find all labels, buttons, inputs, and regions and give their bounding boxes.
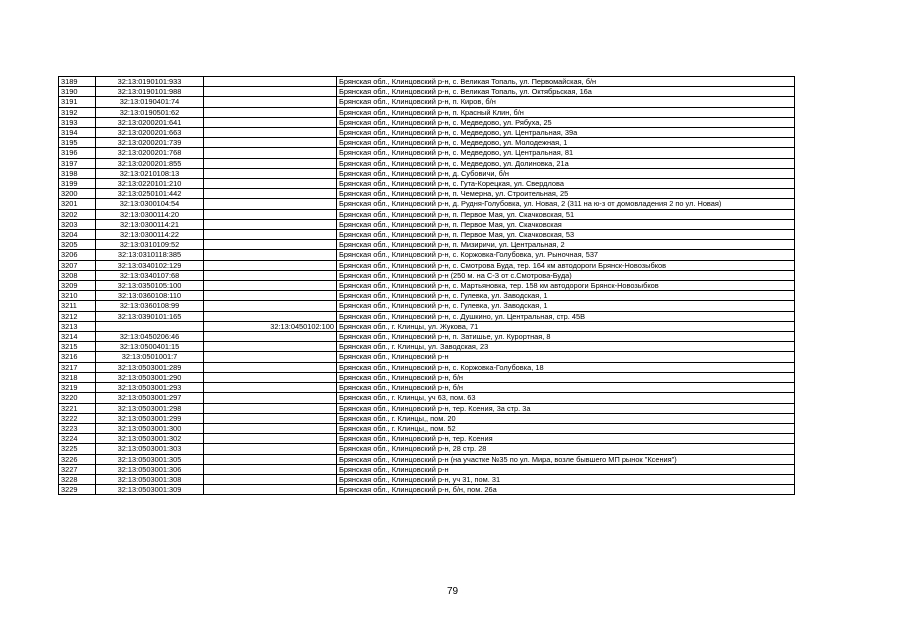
- address-cell: Брянская обл., Клинцовский р-н, 28 стр. 28: [337, 444, 795, 454]
- address-cell: Брянская обл., Клинцовский р-н, с. Медведово, ул. Центральная, 39а: [337, 128, 795, 138]
- address-cell: Брянская обл., Клинцовский р-н, с. Коржовка-Голубовка, 18: [337, 362, 795, 372]
- cadastral-number-cell: 32:13:0220101:210: [96, 179, 204, 189]
- row-number-cell: 3222: [59, 413, 96, 423]
- address-cell: Брянская обл., Клинцовский р-н, с. Великая Топаль, ул. Первомайская, б/н: [337, 77, 795, 87]
- row-number-cell: 3192: [59, 107, 96, 117]
- table-row: [59, 148, 795, 158]
- address-cell: Брянская обл., Клинцовский р-н: [337, 464, 795, 474]
- table-row: [59, 270, 795, 280]
- table-row: [59, 97, 795, 107]
- address-cell: Брянская обл., Клинцовский р-н, п. Первое Мая, ул. Скачковская, 53: [337, 230, 795, 240]
- row-number-cell: 3229: [59, 485, 96, 495]
- previous-cadastral-number-cell: [204, 403, 337, 413]
- cadastral-number-cell: 32:13:0340102:129: [96, 260, 204, 270]
- previous-cadastral-number-cell: [204, 189, 337, 199]
- address-cell: Брянская обл., Клинцовский р-н, с. Медведово, ул. Рябуха, 25: [337, 117, 795, 127]
- table-row: [59, 209, 795, 219]
- cadastral-number-cell: 32:13:0310118:385: [96, 250, 204, 260]
- row-number-cell: 3212: [59, 311, 96, 321]
- address-cell: Брянская обл., Клинцовский р-н, с. Смотрова Буда, тер. 164 км автодороги Брянск-Новозыбков: [337, 260, 795, 270]
- cadastral-number-cell: 32:13:0200201:855: [96, 158, 204, 168]
- table-row: [59, 403, 795, 413]
- row-number-cell: 3225: [59, 444, 96, 454]
- row-number-cell: 3211: [59, 301, 96, 311]
- previous-cadastral-number-cell: [204, 474, 337, 484]
- table-row: [59, 168, 795, 178]
- cadastral-number-cell: 32:13:0200201:739: [96, 138, 204, 148]
- cadastral-number-cell: 32:13:0310109:52: [96, 240, 204, 250]
- address-cell: Брянская обл., Клинцовский р-н, д. Субовичи, б/н: [337, 168, 795, 178]
- table-row: [59, 250, 795, 260]
- previous-cadastral-number-cell: [204, 281, 337, 291]
- row-number-cell: 3202: [59, 209, 96, 219]
- previous-cadastral-number-cell: [204, 393, 337, 403]
- table-row: [59, 199, 795, 209]
- address-cell: Брянская обл., Клинцовский р-н, с. Гулевка, ул. Заводская, 1: [337, 291, 795, 301]
- row-number-cell: 3213: [59, 321, 96, 331]
- row-number-cell: 3200: [59, 189, 96, 199]
- table-row: [59, 291, 795, 301]
- address-cell: Брянская обл., Клинцовский р-н, б/н: [337, 372, 795, 382]
- row-number-cell: 3203: [59, 219, 96, 229]
- cadastral-number-cell: 32:13:0210108:13: [96, 168, 204, 178]
- row-number-cell: 3215: [59, 342, 96, 352]
- row-number-cell: 3216: [59, 352, 96, 362]
- previous-cadastral-number-cell: [204, 372, 337, 382]
- row-number-cell: 3206: [59, 250, 96, 260]
- row-number-cell: 3227: [59, 464, 96, 474]
- address-cell: Брянская обл., Клинцовский р-н, п. Первое Мая, ул. Скачковская: [337, 219, 795, 229]
- address-cell: Брянская обл., Клинцовский р-н, тер. Ксения, 3а стр. 3а: [337, 403, 795, 413]
- table-row: [59, 321, 795, 331]
- table-row: [59, 240, 795, 250]
- address-cell: Брянская обл., г. Клинцы, уч 63, пом. 63: [337, 393, 795, 403]
- address-cell: Брянская обл., Клинцовский р-н, д. Рудня-Голубовка, ул. Новая, 2 (311 на ю-з от домовладения 2 по ул. Новая): [337, 199, 795, 209]
- address-cell: Брянская обл., г. Клинцы,, пом. 52: [337, 423, 795, 433]
- cadastral-number-cell: 32:13:0300104:54: [96, 199, 204, 209]
- cadastral-number-cell: 32:13:0503001:290: [96, 372, 204, 382]
- cadastral-number-cell: 32:13:0503001:293: [96, 383, 204, 393]
- address-cell: Брянская обл., г. Клинцы, ул. Заводская, 23: [337, 342, 795, 352]
- row-number-cell: 3193: [59, 117, 96, 127]
- row-number-cell: 3221: [59, 403, 96, 413]
- previous-cadastral-number-cell: [204, 97, 337, 107]
- cadastral-number-cell: 32:13:0350105:100: [96, 281, 204, 291]
- cadastral-number-cell: 32:13:0360108:99: [96, 301, 204, 311]
- address-cell: Брянская обл., Клинцовский р-н, п. Киров, б/н: [337, 97, 795, 107]
- row-number-cell: 3194: [59, 128, 96, 138]
- row-number-cell: 3201: [59, 199, 96, 209]
- table-row: [59, 485, 795, 495]
- address-cell: Брянская обл., Клинцовский р-н, с. Медведово, ул. Центральная, 81: [337, 148, 795, 158]
- cadastral-number-cell: 32:13:0300114:22: [96, 230, 204, 240]
- address-cell: Брянская обл., Клинцовский р-н, п. Затишье, ул. Курортная, 8: [337, 332, 795, 342]
- previous-cadastral-number-cell: [204, 128, 337, 138]
- row-number-cell: 3208: [59, 270, 96, 280]
- previous-cadastral-number-cell: [204, 444, 337, 454]
- previous-cadastral-number-cell: [204, 209, 337, 219]
- cadastral-number-cell: 32:13:0503001:306: [96, 464, 204, 474]
- cadastral-number-cell: 32:13:0360108:110: [96, 291, 204, 301]
- address-cell: Брянская обл., Клинцовский р-н (250 м. на С-З от с.Смотрова-Буда): [337, 270, 795, 280]
- table-row: [59, 301, 795, 311]
- address-cell: Брянская обл., Клинцовский р-н, с. Коржовка-Голубовка, ул. Рыночная, 537: [337, 250, 795, 260]
- cadastral-number-cell: 32:13:0503001:300: [96, 423, 204, 433]
- previous-cadastral-number-cell: [204, 117, 337, 127]
- previous-cadastral-number-cell: [204, 454, 337, 464]
- previous-cadastral-number-cell: [204, 158, 337, 168]
- table-row: [59, 260, 795, 270]
- previous-cadastral-number-cell: [204, 240, 337, 250]
- previous-cadastral-number-cell: [204, 464, 337, 474]
- previous-cadastral-number-cell: 32:13:0450102:100: [204, 321, 337, 331]
- property-registry-table: [58, 76, 795, 495]
- address-cell: Брянская обл., Клинцовский р-н, с. Медведово, ул. Долиновка, 21а: [337, 158, 795, 168]
- previous-cadastral-number-cell: [204, 362, 337, 372]
- address-cell: Брянская обл., Клинцовский р-н, с. Гута-Корецкая, ул. Свердлова: [337, 179, 795, 189]
- cadastral-number-cell: 32:13:0340107:68: [96, 270, 204, 280]
- table-row: [59, 179, 795, 189]
- address-cell: Брянская обл., Клинцовский р-н, с. Великая Топаль, ул. Октябрьская, 16а: [337, 87, 795, 97]
- row-number-cell: 3198: [59, 168, 96, 178]
- row-number-cell: 3209: [59, 281, 96, 291]
- table-row: [59, 444, 795, 454]
- cadastral-number-cell: 32:13:0503001:298: [96, 403, 204, 413]
- cadastral-number-cell: 32:13:0190101:988: [96, 87, 204, 97]
- previous-cadastral-number-cell: [204, 352, 337, 362]
- previous-cadastral-number-cell: [204, 107, 337, 117]
- cadastral-number-cell: 32:13:0390101:165: [96, 311, 204, 321]
- table-row: [59, 352, 795, 362]
- cadastral-number-cell: 32:13:0503001:308: [96, 474, 204, 484]
- table-row: [59, 423, 795, 433]
- row-number-cell: 3224: [59, 434, 96, 444]
- row-number-cell: 3223: [59, 423, 96, 433]
- row-number-cell: 3199: [59, 179, 96, 189]
- page-number: 79: [446, 586, 459, 597]
- address-cell: Брянская обл., Клинцовский р-н, б/н: [337, 383, 795, 393]
- previous-cadastral-number-cell: [204, 230, 337, 240]
- previous-cadastral-number-cell: [204, 291, 337, 301]
- cadastral-number-cell: 32:13:0450206:46: [96, 332, 204, 342]
- cadastral-number-cell: 32:13:0300114:21: [96, 219, 204, 229]
- previous-cadastral-number-cell: [204, 138, 337, 148]
- cadastral-number-cell: 32:13:0501001:7: [96, 352, 204, 362]
- previous-cadastral-number-cell: [204, 179, 337, 189]
- address-cell: Брянская обл., Клинцовский р-н: [337, 352, 795, 362]
- address-cell: Брянская обл., Клинцовский р-н, п. Мизиричи, ул. Центральная, 2: [337, 240, 795, 250]
- address-cell: Брянская обл., Клинцовский р-н, с. Медведово, ул. Молодежная, 1: [337, 138, 795, 148]
- cadastral-number-cell: 32:13:0503001:305: [96, 454, 204, 464]
- previous-cadastral-number-cell: [204, 301, 337, 311]
- row-number-cell: 3191: [59, 97, 96, 107]
- previous-cadastral-number-cell: [204, 168, 337, 178]
- table-row: [59, 383, 795, 393]
- cadastral-number-cell: 32:13:0200201:641: [96, 117, 204, 127]
- row-number-cell: 3219: [59, 383, 96, 393]
- row-number-cell: 3205: [59, 240, 96, 250]
- address-cell: Брянская обл., Клинцовский р-н, п. Чемерна, ул. Строительная, 25: [337, 189, 795, 199]
- previous-cadastral-number-cell: [204, 148, 337, 158]
- table-row: [59, 128, 795, 138]
- address-cell: Брянская обл., Клинцовский р-н, уч 31, пом. 31: [337, 474, 795, 484]
- row-number-cell: 3228: [59, 474, 96, 484]
- previous-cadastral-number-cell: [204, 485, 337, 495]
- table-row: [59, 362, 795, 372]
- cadastral-number-cell: 32:13:0503001:297: [96, 393, 204, 403]
- cadastral-number-cell: 32:13:0200201:768: [96, 148, 204, 158]
- row-number-cell: 3207: [59, 260, 96, 270]
- previous-cadastral-number-cell: [204, 199, 337, 209]
- cadastral-number-cell: 32:13:0503001:309: [96, 485, 204, 495]
- table-row: [59, 413, 795, 423]
- table-row: [59, 107, 795, 117]
- previous-cadastral-number-cell: [204, 423, 337, 433]
- previous-cadastral-number-cell: [204, 260, 337, 270]
- cadastral-number-cell: 32:13:0300114:20: [96, 209, 204, 219]
- address-cell: Брянская обл., Клинцовский р-н, п. Красный Клин, б/н: [337, 107, 795, 117]
- cadastral-number-cell: 32:13:0503001:289: [96, 362, 204, 372]
- table-row: [59, 77, 795, 87]
- table-row: [59, 230, 795, 240]
- row-number-cell: 3189: [59, 77, 96, 87]
- table-row: [59, 393, 795, 403]
- row-number-cell: 3204: [59, 230, 96, 240]
- cadastral-number-cell: [96, 321, 204, 331]
- previous-cadastral-number-cell: [204, 342, 337, 352]
- table-row: [59, 474, 795, 484]
- row-number-cell: 3210: [59, 291, 96, 301]
- previous-cadastral-number-cell: [204, 311, 337, 321]
- row-number-cell: 3217: [59, 362, 96, 372]
- table-row: [59, 434, 795, 444]
- cadastral-number-cell: 32:13:0200201:663: [96, 128, 204, 138]
- table-row: [59, 332, 795, 342]
- table-row: [59, 87, 795, 97]
- table-row: [59, 464, 795, 474]
- cadastral-number-cell: 32:13:0503001:302: [96, 434, 204, 444]
- cadastral-number-cell: 32:13:0250101:442: [96, 189, 204, 199]
- row-number-cell: 3218: [59, 372, 96, 382]
- address-cell: Брянская обл., Клинцовский р-н, с. Душкино, ул. Центральная, стр. 45В: [337, 311, 795, 321]
- previous-cadastral-number-cell: [204, 434, 337, 444]
- cadastral-number-cell: 32:13:0190501:62: [96, 107, 204, 117]
- row-number-cell: 3196: [59, 148, 96, 158]
- previous-cadastral-number-cell: [204, 250, 337, 260]
- table-row: [59, 281, 795, 291]
- previous-cadastral-number-cell: [204, 270, 337, 280]
- row-number-cell: 3220: [59, 393, 96, 403]
- cadastral-number-cell: 32:13:0190101:933: [96, 77, 204, 87]
- table-row: [59, 454, 795, 464]
- table-row: [59, 138, 795, 148]
- previous-cadastral-number-cell: [204, 383, 337, 393]
- previous-cadastral-number-cell: [204, 332, 337, 342]
- table-row: [59, 158, 795, 168]
- table-row: [59, 311, 795, 321]
- address-cell: Брянская обл., Клинцовский р-н, с. Гулевка, ул. Заводская, 1: [337, 301, 795, 311]
- table-row: [59, 372, 795, 382]
- table-row: [59, 117, 795, 127]
- table-row: [59, 219, 795, 229]
- address-cell: Брянская обл., г. Клинцы,, пом. 20: [337, 413, 795, 423]
- previous-cadastral-number-cell: [204, 77, 337, 87]
- address-cell: Брянская обл., Клинцовский р-н, б/н, пом. 26а: [337, 485, 795, 495]
- address-cell: Брянская обл., Клинцовский р-н (на участке №35 по ул. Мира, возле бывшего МП рынок "Ксения"): [337, 454, 795, 464]
- row-number-cell: 3195: [59, 138, 96, 148]
- address-cell: Брянская обл., Клинцовский р-н, с. Мартьяновка, тер. 158 км автодороги Брянск-Новозыбков: [337, 281, 795, 291]
- cadastral-number-cell: 32:13:0500401:15: [96, 342, 204, 352]
- row-number-cell: 3214: [59, 332, 96, 342]
- registry-table-body: [59, 77, 795, 495]
- previous-cadastral-number-cell: [204, 87, 337, 97]
- row-number-cell: 3190: [59, 87, 96, 97]
- table-row: [59, 342, 795, 352]
- cadastral-number-cell: 32:13:0503001:299: [96, 413, 204, 423]
- previous-cadastral-number-cell: [204, 219, 337, 229]
- row-number-cell: 3226: [59, 454, 96, 464]
- table-row: [59, 189, 795, 199]
- address-cell: Брянская обл., Клинцовский р-н, п. Первое Мая, ул. Скачковская, 51: [337, 209, 795, 219]
- address-cell: Брянская обл., Клинцовский р-н, тер. Ксения: [337, 434, 795, 444]
- row-number-cell: 3197: [59, 158, 96, 168]
- previous-cadastral-number-cell: [204, 413, 337, 423]
- cadastral-number-cell: 32:13:0503001:303: [96, 444, 204, 454]
- address-cell: Брянская обл., г. Клинцы, ул. Жукова, 71: [337, 321, 795, 331]
- cadastral-number-cell: 32:13:0190401:74: [96, 97, 204, 107]
